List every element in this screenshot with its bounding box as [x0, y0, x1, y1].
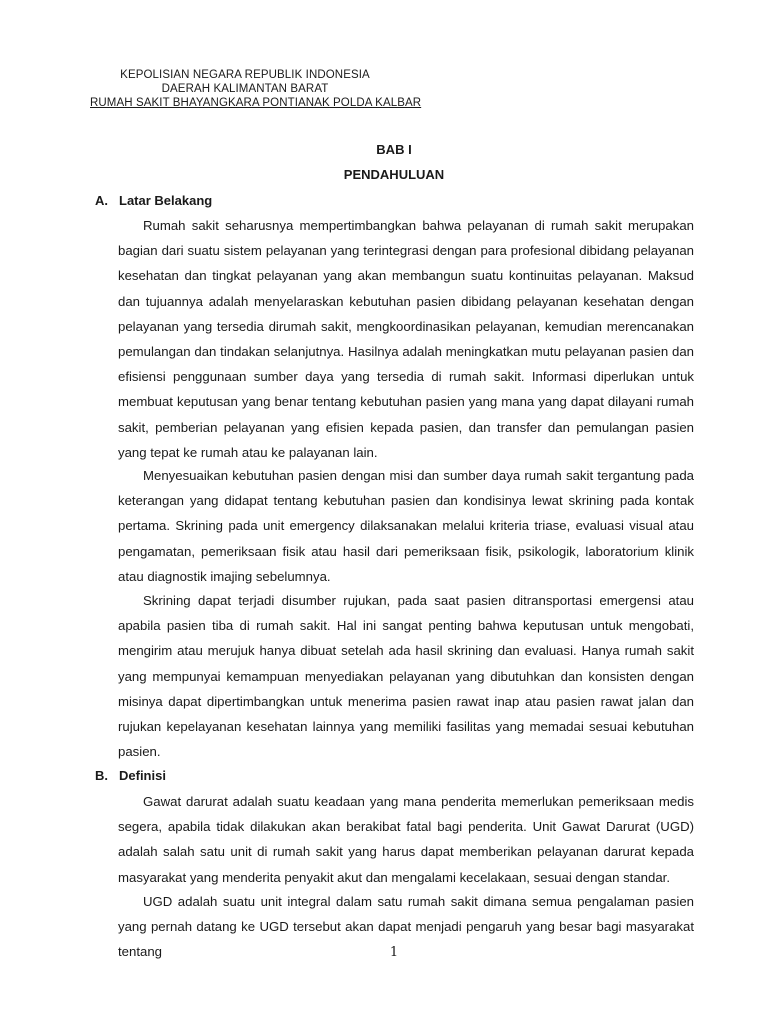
paragraph: Rumah sakit seharusnya mempertimbangkan bahwa pelayanan di rumah sakit merupakan bagian dari suatu sistem pelayanan yang terintegrasi dengan para profesional dibidang pelayanan kesehatan dan tingkat pelayanan yang akan membangun suatu kontinuitas pelayanan. Maksud dan tujuannya adalah menyelaraskan kebutuhan pasien dibidang pelayanan kesehatan dengan pelayanan yang tersedia dirumah sakit, mengkoordinasikan pelayanan, kemudian merencanakan pemulangan dan tindakan selanjutnya. Hasilnya adalah meningkatkan mutu pelayanan pasien dan efisiensi penggunaan sumber daya yang tersedia di rumah sakit. Informasi diperlukan untuk membuat keputusan yang benar tentang kebutuhan pasien yang mana yang dapat dilayani rumah sakit, pemberian pelayanan yang efisien kepada pasien, dan transfer dan pemulangan pasien yang tepat ke rumah atau ke palayanan lain.	[118, 218, 694, 460]
section-title: Latar Belakang	[119, 193, 213, 208]
letterhead-line-1: KEPOLISIAN NEGARA REPUBLIK INDONESIA	[120, 69, 370, 81]
section-heading-b	[95, 768, 166, 783]
letterhead	[90, 68, 422, 110]
paragraph: Skrining dapat terjadi disumber rujukan, pada saat pasien ditransportasi emergensi atau apabila pasien tiba di rumah sakit. Hal ini sangat penting bahwa keputusan untuk mengobati, mengirim atau merujuk hanya dibuat setelah ada hasil skrining dan evaluasi. Hanya rumah sakit yang mempunyai kemampuan menyediakan pelayanan yang dibutuhkan dan konsisten dengan misinya dapat dipertimbangkan untuk menerima pasien rawat inap atau pasien rawat jalan dan rujukan kepelayanan kesehatan lainnya yang memiliki fasilitas yang memadai sesuai kebutuhan pasien.	[118, 593, 694, 760]
chapter-title: PENDAHULUAN	[343, 167, 445, 182]
section-heading-a	[95, 193, 212, 208]
paragraph: UGD adalah suatu unit integral dalam satu rumah sakit dimana semua pengalaman pasien yang pernah datang ke UGD tersebut akan dapat menjadi pengaruh yang besar bagi masyarakat tentang	[118, 894, 694, 960]
page-number: 1	[389, 945, 399, 960]
section-letter: B.	[95, 768, 108, 783]
letterhead-line-2: DAERAH KALIMANTAN BARAT	[161, 83, 329, 95]
paragraph: Gawat darurat adalah suatu keadaan yang mana penderita memerlukan pemeriksaan medis segera, apabila tidak dilakukan akan berakibat fatal bagi penderita. Unit Gawat Darurat (UGD) adalah salah satu unit di rumah sakit yang harus dapat memberikan pelayanan darurat kepada masyarakat yang menderita penyakit akut dan mengalami kecelakaan, sesuai dengan standar.	[118, 794, 694, 885]
chapter-number: BAB I	[376, 142, 412, 157]
section-title: Definisi	[119, 768, 166, 783]
paragraph: Menyesuaikan kebutuhan pasien dengan misi dan sumber daya rumah sakit tergantung pada keterangan yang didapat tentang kebutuhan pasien dan kondisinya lewat skrining pada kontak pertama. Skrining pada unit emergency dilaksanakan melalui kriteria triase, evaluasi visual atau pengamatan, pemeriksaan fisik atau hasil dari pemeriksaan fisik, psikologik, laboratorium klinik atau diagnostik imajing sebelumnya.	[118, 468, 694, 584]
section-letter: A.	[95, 193, 108, 208]
letterhead-line-3: RUMAH SAKIT BHAYANGKARA PONTIANAK POLDA KALBAR	[90, 97, 422, 109]
